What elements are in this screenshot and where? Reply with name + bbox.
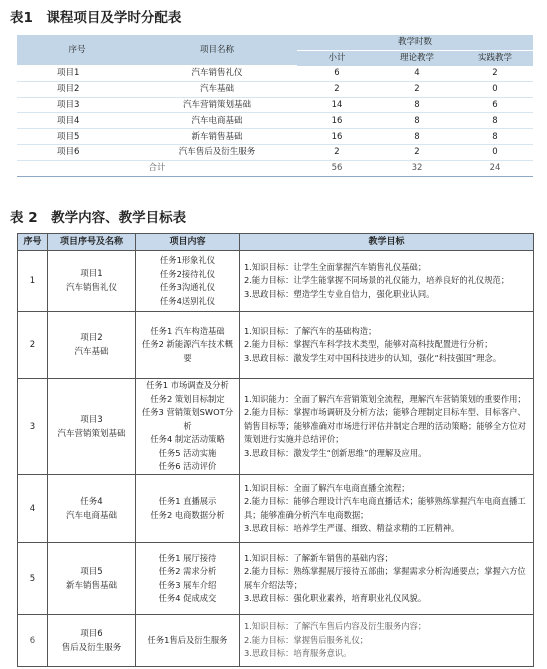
task-item: 任务5 活动实施 <box>158 447 217 458</box>
total-subtotal: 56 <box>297 160 377 176</box>
row-practice: 8 <box>457 129 533 145</box>
table-row <box>18 475 534 543</box>
row-theory: 8 <box>377 129 457 145</box>
goal-item: 1.知识目标：全面了解汽车电商直播全流程； <box>244 482 410 493</box>
goal-item: 1.知识目标：了解新车销售的基础内容； <box>244 552 393 563</box>
goal-item: 2.能力目标：熟练掌握展厅接待五部曲；掌握需求分析沟通要点；掌握六方位展车介绍法等； <box>244 566 526 590</box>
goal-item: 2.能力目标：能够合理设计汽车电商直播话术；能够熟练掌握汽车电商直播工具；能够准确分析汽车电商数据； <box>244 496 526 520</box>
table-row <box>18 379 534 475</box>
header-practice: 实践教学 <box>457 50 533 65</box>
project-number: 项目5 <box>80 566 103 577</box>
task-item: 任务3 展车介绍 <box>158 579 217 590</box>
row-seq: 项目5 <box>17 129 137 145</box>
table-row <box>17 113 533 129</box>
row-project <box>48 251 136 312</box>
task-item: 任务4 制定活动策略 <box>150 434 225 445</box>
task-item: 任务2 新能源汽车技术概要 <box>142 339 233 363</box>
task-item: 任务2 策划目标制定 <box>150 393 225 404</box>
row-goal <box>240 543 534 615</box>
task-item: 任务2 需求分析 <box>158 566 217 576</box>
row-seq: 项目3 <box>17 97 137 113</box>
row-theory: 8 <box>377 113 457 129</box>
row-content <box>136 312 240 379</box>
row-practice: 6 <box>457 97 533 113</box>
row-goal <box>240 475 534 543</box>
project-name: 汽车基础 <box>74 347 109 357</box>
row-subtotal: 2 <box>297 145 377 161</box>
row-name: 汽车销售礼仪 <box>137 66 297 82</box>
row-name: 汽车售后及衍生服务 <box>137 145 297 161</box>
table2-title: 表 2 教学内容、教学目标表 <box>10 210 187 226</box>
row-project <box>48 475 136 543</box>
row-theory: 2 <box>377 145 457 161</box>
goal-item: 2.能力目标：掌握售后服务礼仪； <box>244 634 369 645</box>
task-item: 任务6 活动评价 <box>158 461 217 472</box>
header-project: 项目序号及名称 <box>48 234 136 251</box>
row-seq: 5 <box>18 543 48 615</box>
project-name: 新车销售基础 <box>65 580 117 591</box>
row-goal <box>240 251 534 312</box>
row-name: 汽车营销策划基础 <box>137 97 297 113</box>
row-seq: 1 <box>18 251 48 312</box>
row-content <box>136 615 240 667</box>
table-row <box>17 81 533 97</box>
row-theory: 8 <box>377 97 457 113</box>
row-seq: 项目4 <box>17 113 137 129</box>
row-goal <box>240 615 534 667</box>
row-seq: 项目6 <box>17 145 137 161</box>
row-project <box>48 615 136 667</box>
row-subtotal: 16 <box>297 113 377 129</box>
total-label: 合计 <box>17 160 297 176</box>
project-number: 任务4 <box>80 496 103 507</box>
goal-item: 1.知识目标：了解汽车售后内容及衍生服务内容； <box>244 621 427 632</box>
header-name: 项目名称 <box>137 35 297 66</box>
row-seq: 2 <box>18 312 48 379</box>
row-seq: 6 <box>18 615 48 667</box>
goal-item: 1.知识目标：了解汽车的基础构造； <box>244 325 377 336</box>
header-subtotal: 小计 <box>297 50 377 65</box>
row-practice: 0 <box>457 145 533 161</box>
goal-item: 3.思政目标：塑造学生专业自信力，强化职业认同。 <box>244 288 435 299</box>
total-practice: 24 <box>457 160 533 176</box>
row-theory: 4 <box>377 66 457 82</box>
table-row <box>17 129 533 145</box>
header-seq: 序号 <box>17 35 137 66</box>
table-row <box>17 97 533 113</box>
row-practice: 8 <box>457 113 533 129</box>
table-row <box>18 312 534 379</box>
row-content <box>136 543 240 615</box>
project-number: 项目6 <box>80 628 103 639</box>
task-item: 任务3沟通礼仪 <box>159 282 216 292</box>
row-seq: 4 <box>18 475 48 543</box>
row-seq: 项目1 <box>17 66 137 82</box>
project-name: 汽车电商基础 <box>65 510 117 521</box>
row-theory: 2 <box>377 81 457 97</box>
goal-item: 3.思政目标：激发学生“创新思维”的理解及应用。 <box>244 447 427 458</box>
task-item: 任务4 促成成交 <box>158 593 217 603</box>
row-name: 新车销售基础 <box>137 129 297 145</box>
goal-item: 3.思政目标：激发学生对中国科技进步的认知，强化“科技强国”理念。 <box>244 352 502 363</box>
row-seq: 项目2 <box>17 81 137 97</box>
total-row <box>17 160 533 176</box>
goal-item: 3.思政目标：培养学生严谨、细致、精益求精的工匠精神。 <box>244 523 460 533</box>
table-row <box>17 145 533 161</box>
row-content <box>136 475 240 543</box>
table-row <box>17 66 533 82</box>
goal-item: 1.知识目标：让学生全面掌握汽车销售礼仪基础； <box>244 261 427 272</box>
table1-title: 表1 课程项目及学时分配表 <box>10 10 182 26</box>
task-item: 任务1 直播展示 <box>158 496 217 506</box>
task-item: 任务2接待礼仪 <box>159 268 216 279</box>
row-content <box>136 379 240 475</box>
row-goal <box>240 379 534 475</box>
table-row <box>18 543 534 615</box>
total-theory: 32 <box>377 160 457 176</box>
row-seq: 3 <box>18 379 48 475</box>
goal-item: 3.思政目标：培育服务意识。 <box>244 648 352 659</box>
row-name: 汽车基础 <box>137 81 297 97</box>
project-name: 售后及衍生服务 <box>61 642 122 653</box>
course-hours-table <box>17 35 533 177</box>
task-item: 任务1 市场调查及分析 <box>146 380 229 391</box>
row-subtotal: 14 <box>297 97 377 113</box>
table-row <box>18 615 534 667</box>
row-name: 汽车电商基础 <box>137 113 297 129</box>
project-number: 项目1 <box>80 269 103 279</box>
goal-item: 2.能力目标：让学生能掌握不同场景的礼仪能力，培养良好的礼仪规范； <box>244 275 510 286</box>
task-item: 任务1售后及衍生服务 <box>147 634 228 645</box>
row-subtotal: 6 <box>297 66 377 82</box>
row-practice: 0 <box>457 81 533 97</box>
row-project <box>48 543 136 615</box>
header-hours: 教学时数 <box>297 35 533 50</box>
project-number: 项目3 <box>80 414 103 425</box>
header-seq: 序号 <box>18 234 48 251</box>
goal-item: 2.能力目标：掌握市场调研及分析方法；能够合理制定目标车型、目标客户、销售目标等；能够准确对市场进行评估并制定合理的活动策略；能够全方位对策划进行实施并总结评价； <box>244 407 527 445</box>
goal-item: 2.能力目标：掌握汽车科学技术类型，能够对高科技配置进行分析； <box>244 339 493 350</box>
goal-item: 1.知识能力：全面了解汽车营销策划全流程，理解汽车营销策划的重要作用； <box>244 393 526 404</box>
project-name: 汽车销售礼仪 <box>65 283 117 293</box>
row-content <box>136 251 240 312</box>
goal-item: 3.思政目标：强化职业素养，培育职业礼仪风貌。 <box>244 593 427 603</box>
project-name: 汽车营销策划基础 <box>57 428 126 439</box>
header-theory: 理论教学 <box>377 50 457 65</box>
table-row <box>18 251 534 312</box>
row-project <box>48 379 136 475</box>
header-content: 项目内容 <box>136 234 240 251</box>
row-project <box>48 312 136 379</box>
row-practice: 2 <box>457 66 533 82</box>
task-item: 任务4送别礼仪 <box>159 295 216 306</box>
row-subtotal: 16 <box>297 129 377 145</box>
task-item: 任务1 汽车构造基础 <box>150 325 225 336</box>
task-item: 任务1 展厅接待 <box>158 552 217 563</box>
task-item: 任务3 营销策划SWOT分析 <box>141 407 234 431</box>
project-number: 项目2 <box>80 333 103 343</box>
header-goal: 教学目标 <box>240 234 534 251</box>
row-goal <box>240 312 534 379</box>
row-subtotal: 2 <box>297 81 377 97</box>
task-item: 任务1形象礼仪 <box>159 255 216 265</box>
teaching-content-table <box>17 233 534 667</box>
task-item: 任务2 电商数据分析 <box>150 509 225 520</box>
